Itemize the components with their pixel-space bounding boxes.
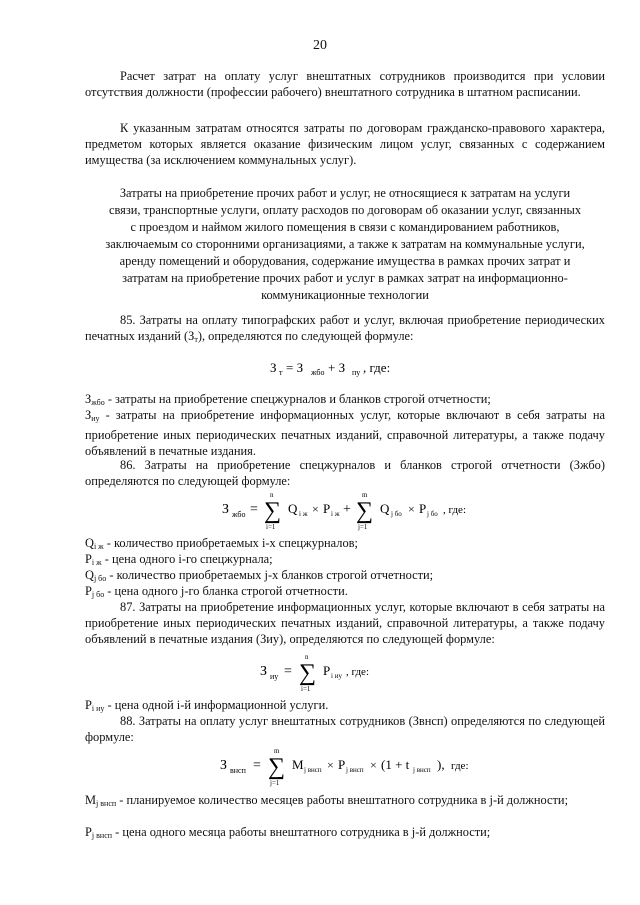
svg-text:P: P (338, 757, 346, 772)
svg-text:m: m (362, 491, 368, 499)
paragraph-88: 88. Затраты на оплату услуг внештатных сотрудников (Звнсп) определяются по следующей формуле: (85, 714, 605, 744)
svg-text:З: З (270, 360, 277, 375)
svg-text:, где:: , где: (363, 360, 391, 375)
svg-text:∑: ∑ (264, 498, 282, 524)
definition-zhbo: $З_{жбо}$ - затраты на приобретение спецжурналов и бланков строгой отчетности; (85, 392, 491, 407)
svg-text:j=1: j=1 (358, 523, 368, 531)
intro-paragraph-2: К указанным затратам относятся затраты по договорам гражданско-правового характера, предметом которых является оказание физическим лицом услуг, связанных с содержанием имущества (за исключением коммунальных услуг). (85, 121, 605, 167)
svg-text:i ж: i ж (299, 510, 308, 518)
section-heading: Затраты на приобретение прочих работ и услуг, не относящиеся к затратам на услуги связи, транспортные услуги, оплату расходов по договорам об оказании услуг, связанных с проездом и наймом жилого помещения в связи с командированием работников, заключаемым со сторонними организациями, а также к затратам на коммунальные услуги, аренду помещений и оборудования, содержание имущества в рамках прочих затрат и затратам на приобретение прочих работ и услуг в рамках затрат на информационно-коммуникационные технологии (105, 186, 585, 302)
svg-text:(1 + t: (1 + t (381, 757, 410, 772)
formula-87 (260, 648, 420, 694)
definition-q-bo-text: - количество приобретаемых j-х бланков строгой отчетности; (106, 568, 434, 582)
definition-m-vnsp-text: - планируемое количество месяцев работы внештатного сотрудника в j-й должности; (116, 793, 569, 807)
svg-text:+ З: + З (328, 360, 346, 375)
svg-text:где:: где: (451, 760, 469, 772)
formula-85 (270, 357, 430, 379)
definition-p-zh-sub: i ж (91, 558, 102, 567)
svg-text:j внсп: j внсп (346, 766, 364, 774)
svg-text:n: n (270, 491, 274, 499)
definition-iu-text: - затраты на приобретение информационных услуг, которые включают в себя затраты на приобретение иных периодических печатных изданий, справочной литературы, а также подачу объявлений в печатные издания. (85, 408, 605, 458)
definition-p-bo: $P_{j бо}$ - цена одного j-го бланка строгой отчетности. (85, 584, 348, 599)
svg-text:пу: пу (352, 368, 361, 377)
formula-88 (220, 742, 510, 788)
svg-text:Q: Q (288, 501, 298, 516)
definition-p-vnsp-sub: j внсп (91, 831, 113, 840)
definition-p-vnsp: $P_{j внсп}$ - цена одного месяца работы внештатного сотрудника в j-й должности; (85, 825, 491, 840)
svg-text:т: т (279, 368, 283, 377)
svg-text:= З: = З (286, 360, 304, 375)
definition-q-zh-sub: i ж (93, 542, 104, 551)
svg-text:i=1: i=1 (266, 523, 276, 531)
definition-p-bo-sub: j бо (91, 590, 105, 599)
svg-text:j бо: j бо (427, 510, 438, 518)
svg-text:внсп: внсп (230, 766, 246, 775)
svg-text:З: З (260, 664, 268, 679)
paragraph-87: 87. Затраты на приобретение информационных услуг, которые включают в себя затраты на приобретение иных периодических печатных изданий, справочной литературы, а также подачу объявлений в печатные издания (Зиу), определяются по следующей формуле: (85, 600, 605, 646)
svg-text:j внсп: j внсп (413, 766, 431, 774)
svg-text:жбо: жбо (311, 368, 325, 377)
definition-zhbo-sub: жбо (91, 398, 105, 407)
definition-p-zh-text: - цена одного i-го спецжурнала; (101, 552, 273, 566)
paragraph-86: 86. Затраты на приобретение спецжурналов и бланков строгой отчетности (Зжбо) определяются по следующей формуле: (85, 458, 605, 488)
svg-text:×: × (370, 758, 377, 772)
definition-m-vnsp-sub: j внсп (96, 799, 117, 808)
paragraph-85 (85, 312, 605, 348)
svg-text:Q: Q (380, 501, 390, 516)
svg-text:×: × (408, 502, 415, 516)
svg-text:∑: ∑ (299, 660, 317, 686)
svg-text:i ж: i ж (331, 510, 340, 518)
svg-text:=: = (253, 758, 261, 773)
definition-iu: $З_{иу}$ - затраты на приобретение информационных услуг, которые включают в себя затраты на приобретение иных периодических печатных изданий, справочной литературы, а также подачу объявлений в печатные издания. (85, 408, 605, 458)
definition-m-vnsp: $M_{j внсп}$ - планируемое количество месяцев работы внештатного сотрудника в j-й должности; (85, 793, 569, 808)
svg-text:З: З (222, 502, 230, 517)
definition-p-iu: $P_{i иу}$ - цена одной i-й информационной услуги. (85, 698, 329, 713)
svg-text:З: З (220, 758, 228, 773)
paragraph-85-text-b: ), определяются по следующей формуле: (197, 329, 414, 343)
svg-text:P: P (323, 501, 331, 516)
svg-text:i=1: i=1 (301, 685, 311, 693)
svg-text:n: n (305, 653, 309, 661)
svg-text:+: + (343, 502, 351, 517)
svg-text:j бо: j бо (391, 510, 402, 518)
definition-q-bo: $Q_{j бо}$ - количество приобретаемых j-х бланков строгой отчетности; (85, 568, 434, 583)
svg-text:жбо: жбо (232, 510, 246, 519)
intro-paragraph-1: Расчет затрат на оплату услуг внештатных сотрудников производится при условии отсутствия должности (профессии рабочего) внештатного сотрудника в штатном расписании. (85, 69, 605, 99)
definition-p-iu-sub: i иу (91, 704, 105, 713)
definition-q-zh: $Q_{i ж}$ - количество приобретаемых i-х спецжурналов; (85, 536, 358, 551)
formula-86 (222, 488, 502, 532)
svg-text:∑: ∑ (356, 498, 374, 524)
definition-p-zh: $P_{i ж}$ - цена одного i-го спецжурнала; (85, 552, 273, 567)
definition-q-zh-text: - количество приобретаемых i-х спецжурналов; (103, 536, 358, 550)
svg-text:i иу: i иу (331, 672, 342, 680)
svg-text:P: P (323, 663, 331, 678)
svg-text:j внсп: j внсп (304, 766, 322, 774)
svg-text:=: = (250, 502, 258, 517)
svg-text:×: × (327, 758, 334, 772)
svg-text:, где:: , где: (346, 666, 369, 678)
page-number: 20 (313, 38, 327, 53)
definition-iu-sub: иу (91, 414, 100, 423)
svg-text:M: M (292, 757, 304, 772)
paragraph-85-sub: т (194, 335, 198, 344)
svg-text:m: m (274, 747, 280, 755)
definition-p-iu-text: - цена одной i-й информационной услуги. (104, 698, 329, 712)
definition-p-vnsp-text: - цена одного месяца работы внештатного сотрудника в j-й должности; (112, 825, 491, 839)
svg-text:, где:: , где: (443, 504, 466, 516)
svg-text:P: P (419, 501, 427, 516)
definition-zhbo-text: - затраты на приобретение спецжурналов и бланков строгой отчетности; (104, 392, 491, 406)
svg-text:×: × (312, 502, 319, 516)
svg-text:∑: ∑ (268, 754, 286, 780)
svg-text:=: = (284, 664, 292, 679)
definition-p-bo-text: - цена одного j-го бланка строгой отчетности. (104, 584, 348, 598)
paragraph-85-text-a: 85. Затраты на оплату типографских работ и услуг, включая приобретение периодических печатных изданий (З (85, 313, 605, 343)
svg-text:иу: иу (270, 672, 279, 681)
definition-q-bo-sub: j бо (93, 574, 107, 583)
svg-text:),: ), (437, 757, 445, 772)
svg-text:j=1: j=1 (270, 779, 280, 787)
